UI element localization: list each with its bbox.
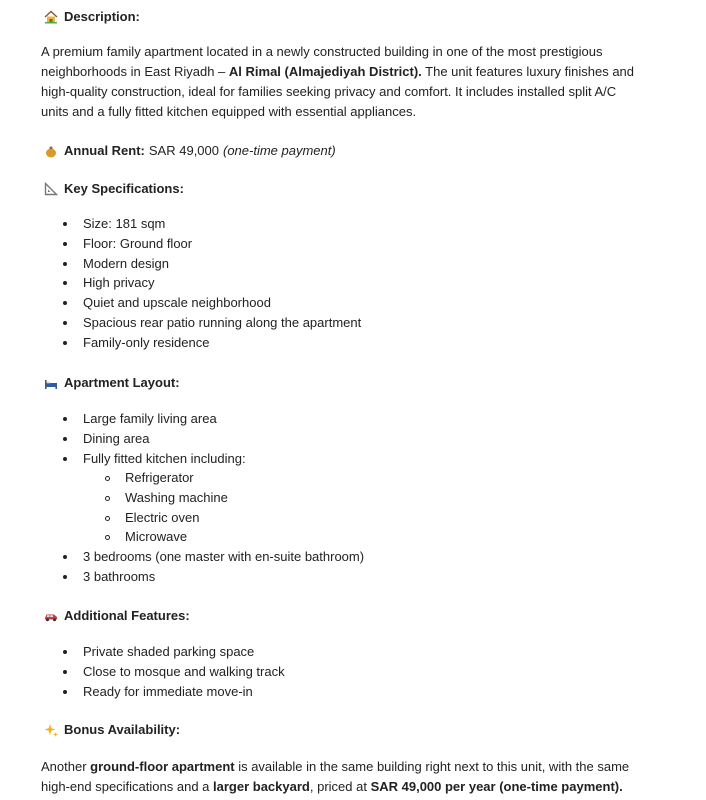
triangular-ruler-icon — [44, 182, 58, 196]
layout-list-rooms — [0, 547, 364, 587]
list-item: Modern design — [0, 254, 361, 274]
list-item: 3 bathrooms — [0, 567, 364, 587]
list-item: Refrigerator — [0, 468, 228, 488]
features-list — [0, 642, 285, 701]
list-item: Large family living area — [0, 409, 246, 429]
money-bag-icon — [44, 144, 58, 158]
car-icon — [44, 609, 58, 623]
list-item: Dining area — [0, 429, 246, 449]
list-item: Microwave — [0, 527, 228, 547]
annual-rent — [44, 141, 336, 161]
layout-heading — [44, 373, 180, 393]
sparkles-icon — [44, 723, 58, 737]
list-item: Fully fitted kitchen including: — [0, 449, 246, 469]
list-item: 3 bedrooms (one master with en-suite bathroom) — [0, 547, 364, 567]
layout-list — [0, 409, 246, 468]
house-icon — [44, 10, 58, 24]
list-item: Close to mosque and walking track — [0, 662, 285, 682]
description-heading — [44, 7, 140, 27]
description-title: Description: — [64, 9, 140, 24]
list-item: Spacious rear patio running along the apartment — [0, 313, 361, 333]
features-heading — [44, 606, 190, 626]
list-item: Ready for immediate move-in — [0, 682, 285, 702]
bed-icon — [44, 376, 58, 390]
specs-heading — [44, 179, 184, 199]
features-title: Additional Features: — [64, 608, 190, 623]
bonus-text: Another ground-floor apartment is available in the same building right next to this unit, with the same high-end specifications and a larger backyard, priced at SAR 49,000 per year (one-time payment). — [41, 759, 630, 794]
rent-label: Annual Rent: — [64, 143, 145, 158]
list-item: Electric oven — [0, 508, 228, 528]
description-text: A premium family apartment located in a newly constructed building in one of the most prestigious neighborhoods in East Riyadh – Al Rimal (Almajediyah District). The unit features luxury finishes and high-quality construction, ideal for families seeking privacy and comfort. It includes installed split A/C units and a fully fitted kitchen equipped with essential appliances. — [41, 44, 635, 119]
list-item: Private shaded parking space — [0, 642, 285, 662]
bonus-heading — [44, 720, 180, 740]
list-item: Quiet and upscale neighborhood — [0, 293, 361, 313]
rent-note: (one-time payment) — [223, 143, 336, 158]
list-item: High privacy — [0, 273, 361, 293]
list-item: Size: 181 sqm — [0, 214, 361, 234]
rent-value: SAR 49,000 — [148, 143, 219, 158]
list-item: Floor: Ground floor — [0, 234, 361, 254]
specs-list — [0, 214, 361, 353]
list-item: Family-only residence — [0, 333, 361, 353]
kitchen-list — [0, 468, 228, 547]
list-item: Washing machine — [0, 488, 228, 508]
bonus-title: Bonus Availability: — [64, 722, 181, 737]
layout-title: Apartment Layout: — [64, 375, 180, 390]
specs-title: Key Specifications: — [64, 181, 184, 196]
